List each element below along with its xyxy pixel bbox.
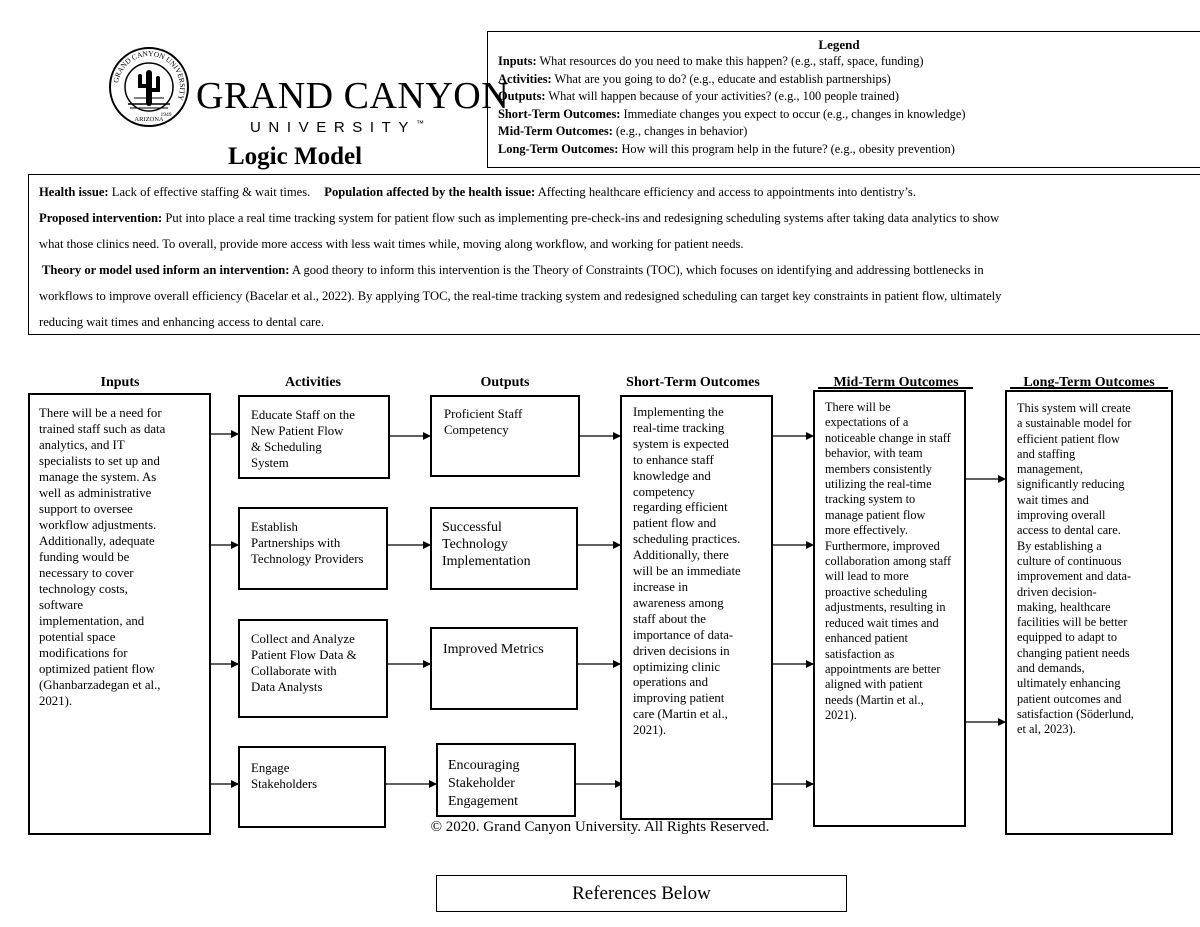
box-text-line: et al, 2023). <box>1017 722 1076 737</box>
box-text-line: Establish <box>251 520 298 534</box>
box-text-line: Partnerships with <box>251 536 341 550</box>
column-heading-inputs: Inputs <box>100 375 140 390</box>
box-text-line: Successful <box>442 520 502 535</box>
box-text-line: equipped to adapt to <box>1017 630 1118 645</box>
box-text-line: will lead to more <box>825 569 909 584</box>
box-text-line: necessary to cover <box>39 566 134 580</box>
box-text-line: Furthermore, improved <box>825 538 940 553</box>
box-text-line: ultimately enhancing <box>1017 676 1121 691</box>
box-text-line: Stakeholders <box>251 777 318 791</box>
box-text-line: improving overall <box>1017 508 1106 523</box>
box-text-line: 2021). <box>633 723 667 738</box>
box-text-line: Implementing the <box>633 405 724 419</box>
box-text-line: Collaborate with <box>251 664 337 678</box>
box-text-line: regarding efficient <box>633 500 728 515</box>
copyright-notice: © 2020. Grand Canyon University. All Rights Reserved. <box>430 819 770 835</box>
box-text-line: 2021). <box>825 708 857 723</box>
box-text-line: improving patient <box>633 691 725 706</box>
inputs-box <box>28 393 211 835</box>
box-text-line: There will be <box>825 400 891 414</box>
box-text-line: driven decisions in <box>633 643 730 658</box>
box-text-line: to enhance staff <box>633 452 714 467</box>
legend-desc: How will this program help in the future? (e.g., obesity prevention) <box>618 141 955 156</box>
box-text-line: trained staff such as data <box>39 422 166 436</box>
box-text-line: support to oversee <box>39 502 133 516</box>
legend-desc: (e.g., changes in behavior) <box>612 124 748 139</box>
box-text-line: Engage <box>251 761 290 775</box>
column-heading-outputs: Outputs <box>480 375 530 390</box>
column-heading-activities: Activities <box>285 375 341 390</box>
box-text-line: Improved Metrics <box>443 642 544 657</box>
box-text-line: (Ghanbarzadegan et al., <box>39 678 161 692</box>
box-text-line: appointments are better <box>825 661 941 676</box>
box-text-line: workflow adjustments. <box>39 518 157 532</box>
trademark-mark: ™ <box>416 119 425 128</box>
box-text-line: Technology <box>442 537 508 552</box>
long-term-outcomes-box <box>1005 390 1173 835</box>
column-heading-short-term: Short-Term Outcomes <box>626 375 760 390</box>
box-text-line: Implementation <box>442 554 531 569</box>
box-text-line: enhanced patient <box>825 631 908 646</box>
box-text-line: & Scheduling <box>251 440 322 454</box>
box-text-line: optimizing clinic <box>633 659 721 674</box>
activity-box-collect-analyze <box>238 619 388 718</box>
box-text-line: and staffing <box>1017 446 1076 461</box>
legend-desc: What resources do you need to make this happen? (e.g., staff, space, funding) <box>536 54 924 68</box>
box-text-line: funding would be <box>39 550 130 564</box>
output-box-stakeholder-engagement <box>436 743 576 817</box>
box-text-line: noticeable change in staff <box>825 430 951 445</box>
box-text-line: driven decision- <box>1017 584 1097 599</box>
box-text-line: This system will create <box>1017 401 1131 415</box>
legend-desc: What are you going to do? (e.g., educate and establish partnerships) <box>551 71 891 86</box>
box-text-line: improvement and data- <box>1017 569 1132 584</box>
box-text-line: System <box>251 456 289 470</box>
box-text-line: Data Analysts <box>251 680 323 694</box>
box-text-line: patient outcomes and <box>1017 691 1122 706</box>
box-text-line: members consistently <box>825 461 932 476</box>
population-text: Affecting healthcare efficiency and access to appointments into dentistry’s. <box>535 185 916 199</box>
box-text-line: patient flow and <box>633 516 717 531</box>
legend-desc: Immediate changes you expect to occur (e.g., changes in knowledge) <box>620 106 966 121</box>
box-text-line: proactive scheduling <box>825 584 928 599</box>
box-text-line: management, <box>1017 462 1083 477</box>
intervention-text: Put into place a real time tracking system for patient flow such as implementing pre-check-ins and redesigning scheduling systems after taking data analytics to show <box>162 211 1000 225</box>
box-text-line: significantly reducing <box>1017 477 1125 492</box>
legend-term: Short-Term Outcomes: <box>498 106 621 121</box>
box-text-line: tracking system to <box>825 492 916 507</box>
theory-line-2: workflows to improve overall efficiency (Bacelar et al., 2022). By applying TOC, the real-time tracking system and redesigned scheduling can target key constraints in patient flow, ultimately <box>39 289 1002 303</box>
logo-subtitle-text: UNIVERSITY <box>250 119 417 136</box>
column-heading-long-term: Long-Term Outcomes <box>1023 375 1155 388</box>
seal-state: ARIZONA <box>134 116 164 123</box>
box-text-line: staff about the <box>633 611 706 626</box>
box-text-line: manage the system. As <box>39 470 157 484</box>
box-text-line: Patient Flow Data & <box>251 648 357 662</box>
box-text-line: increase in <box>633 579 689 594</box>
university-logo-name: GRAND CANYON <box>196 75 510 117</box>
box-text-line: culture of continuous <box>1017 553 1122 568</box>
box-text-line: Encouraging <box>448 758 520 773</box>
output-box-improved-metrics <box>430 627 578 710</box>
box-text-line: reduced wait times and <box>825 615 939 630</box>
references-box: References Below <box>436 875 847 912</box>
box-text-line: manage patient flow <box>825 507 926 522</box>
intervention-line-2: what those clinics need. To overall, provide more access with less wait times while, moving along workflow, and working for patient needs. <box>39 237 744 251</box>
box-text-line: optimized patient flow <box>39 662 155 676</box>
activity-box-engage-stakeholders <box>238 746 386 828</box>
box-text-line: and demands, <box>1017 661 1085 676</box>
box-text-line: real-time tracking <box>633 420 725 435</box>
legend-desc: What will happen because of your activities? (e.g., 100 people trained) <box>545 89 899 104</box>
box-text-line: New Patient Flow <box>251 424 344 438</box>
box-text-line: knowledge and <box>633 468 711 483</box>
legend-term: Outputs: <box>498 89 546 104</box>
box-text-line: Collect and Analyze <box>251 632 355 646</box>
box-text-line: changing patient needs <box>1017 645 1130 660</box>
box-text-line: behavior, with team <box>825 446 923 461</box>
box-text-line: Proficient Staff <box>444 407 523 421</box>
box-text-line: Technology Providers <box>251 552 364 566</box>
box-text-line: By establishing a <box>1017 538 1102 553</box>
box-text-line: making, healthcare <box>1017 599 1111 614</box>
box-text-line: utilizing the real-time <box>825 477 932 492</box>
box-text-line: Engagement <box>448 794 518 809</box>
box-text-line: importance of data- <box>633 627 734 642</box>
theory-text: A good theory to inform this intervention is the Theory of Constraints (TOC), which focuses on identifying and addressing bottlenecks in <box>289 263 984 277</box>
box-text-line: facilities will be better <box>1017 615 1128 630</box>
box-text-line: modifications for <box>39 646 128 660</box>
box-text-line: collaboration among staff <box>825 554 952 569</box>
box-text-line: needs (Martin et al., <box>825 692 924 707</box>
legend-term: Long-Term Outcomes: <box>498 141 619 156</box>
box-text-line: a sustainable model for <box>1017 416 1132 431</box>
seal-ring-text: GRAND CANYON UNIVERSITY <box>111 48 188 102</box>
box-text-line: implementation, and <box>39 614 145 628</box>
box-text-line: more effectively. <box>825 523 908 538</box>
seal-year: 1949 <box>160 112 172 118</box>
theory-label: Theory or model used inform an intervention: <box>42 263 290 277</box>
box-text-line: expectations of a <box>825 415 909 430</box>
health-issue-label: Health issue: <box>39 185 109 199</box>
box-text-line: There will be a need for <box>39 406 162 420</box>
box-text-line: specialists to set up and <box>39 454 160 468</box>
box-text-line: software <box>39 598 84 612</box>
box-text-line: scheduling practices. <box>633 532 741 547</box>
box-text-line: efficient patient flow <box>1017 431 1120 446</box>
intervention-label: Proposed intervention: <box>39 211 163 225</box>
box-text-line: operations and <box>633 675 708 690</box>
box-text-line: access to dental care. <box>1017 523 1121 538</box>
output-box-proficient-staff <box>430 395 580 477</box>
box-text-line: analytics, and IT <box>39 438 125 452</box>
legend-title: Legend <box>818 37 860 52</box>
short-term-outcomes-box <box>620 395 773 820</box>
legend-term: Mid-Term Outcomes: <box>498 124 613 139</box>
activity-box-educate-staff <box>238 395 390 479</box>
box-text-line: Additionally, there <box>633 548 729 563</box>
box-text-line: aligned with patient <box>825 677 923 692</box>
page-title: Logic Model <box>228 143 363 170</box>
box-text-line: satisfaction as <box>825 646 895 661</box>
box-text-line: potential space <box>39 630 116 644</box>
column-heading-mid-term: Mid-Term Outcomes <box>833 375 959 388</box>
box-text-line: care (Martin et al., <box>633 707 728 722</box>
box-text-line: Stakeholder <box>448 776 515 791</box>
legend-term: Inputs: <box>498 54 537 68</box>
box-text-line: system is expected <box>633 436 729 451</box>
box-text-line: 2021). <box>39 694 73 708</box>
box-text-line: Educate Staff on the <box>251 408 355 422</box>
box-text-line: well as administrative <box>39 486 152 500</box>
box-text-line: adjustments, resulting in <box>825 600 946 615</box>
box-text-line: awareness among <box>633 595 724 610</box>
box-text-line: Competency <box>444 423 509 437</box>
box-text-line: satisfaction (Söderlund, <box>1017 706 1134 721</box>
box-text-line: competency <box>633 484 695 499</box>
box-text-line: Additionally, adequate <box>39 534 155 548</box>
box-text-line: technology costs, <box>39 582 128 596</box>
theory-line-3: reducing wait times and enhancing access to dental care. <box>39 315 324 329</box>
legend-term: Activities: <box>498 71 552 86</box>
box-text-line: will be an immediate <box>633 564 741 579</box>
activity-box-establish-partnerships <box>238 507 388 590</box>
population-label: Population affected by the health issue: <box>324 185 536 199</box>
box-text-line: wait times and <box>1017 492 1089 507</box>
mid-term-outcomes-box <box>813 390 966 827</box>
health-issue-text: Lack of effective staffing & wait times. <box>108 185 311 199</box>
output-box-successful-technology <box>430 507 578 590</box>
